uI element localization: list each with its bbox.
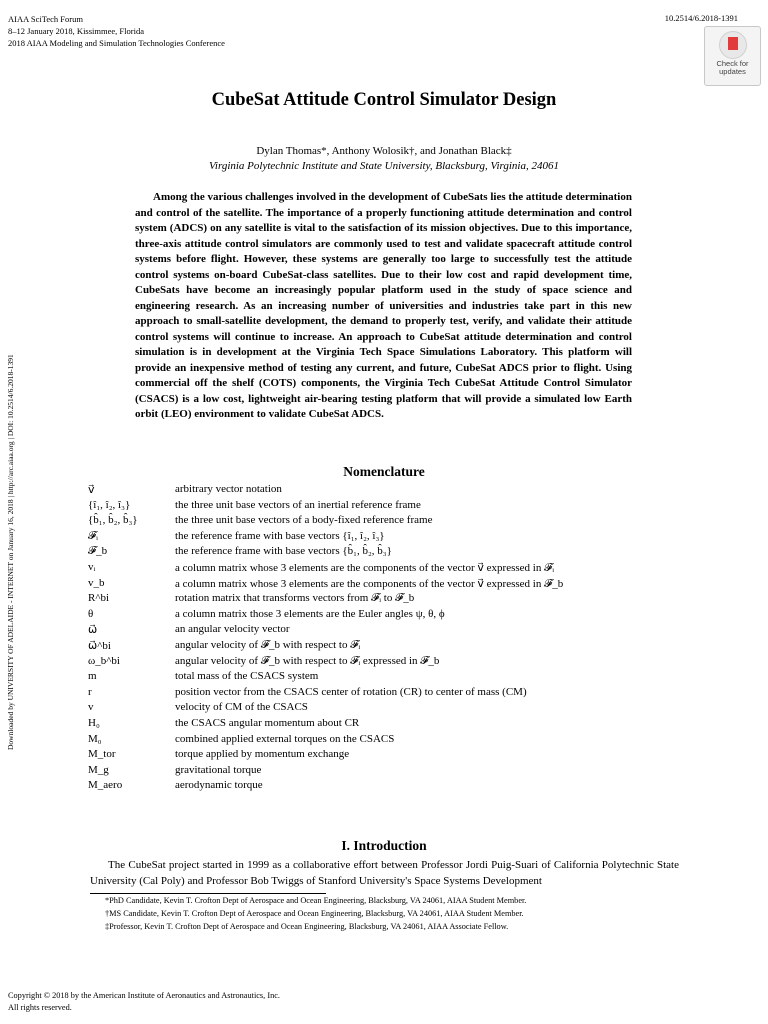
nomenclature-definition: the CSACS angular momentum about CR [175, 717, 360, 729]
copyright-line: Copyright © 2018 by the American Institute of Aeronautics and Astronautics, Inc. [8, 991, 280, 1000]
check-for-updates-badge[interactable] [704, 26, 761, 86]
nomenclature-row [88, 733, 688, 747]
nomenclature-row [88, 639, 688, 653]
nomenclature-definition: the three unit base vectors of an inertial reference frame [175, 498, 421, 511]
footnote-1: *PhD Candidate, Kevin T. Crofton Dept of Aerospace and Ocean Engineering, Blacksburg, VA 24061, AIAA Student Member. [105, 896, 527, 905]
download-sidebar-text: Downloaded by UNIVERSITY OF ADELAIDE - INTERNET on January 16, 2018 | http://arc.aiaa.org | DOI: 10.2514/6.2018-1391 [6, 354, 15, 750]
nomenclature-definition: angular velocity of 𝓕_b with respect to 𝓕ᵢ expressed in 𝓕_b [175, 654, 440, 667]
copyright-notice [8, 990, 280, 1014]
nomenclature-row [88, 764, 688, 778]
conference-dates: 8–12 January 2018, Kissimmee, Florida [8, 26, 144, 36]
introduction-paragraph: The CubeSat project started in 1999 as a collaborative effort between Professor Jordi Puig-Suari of California Polytechnic State University (Cal Poly) and Professor Bob Twiggs of Stanford University's Space Systems Development [90, 859, 679, 887]
nomenclature-symbol: ω⃗^bi [88, 640, 111, 652]
nomenclature-row [88, 608, 688, 622]
nomenclature-row [88, 670, 688, 684]
author-list: Dylan Thomas*, Anthony Wolosik†, and Jonathan Black‡ [256, 145, 512, 157]
nomenclature-symbol: v [88, 701, 94, 714]
nomenclature-row [88, 686, 688, 700]
nomenclature-row [88, 499, 688, 513]
nomenclature-symbol: v_b [88, 576, 105, 589]
introduction-heading: I. Introduction [341, 838, 427, 853]
nomenclature-definition: the reference frame with base vectors {b̂₁, b̂₂, b̂₃} [175, 545, 392, 558]
nomenclature-symbol: ω⃗ [88, 624, 98, 637]
nomenclature-symbol: 𝓕_b [88, 545, 108, 558]
nomenclature-symbol: R^bi [88, 592, 110, 605]
bookmark-icon [719, 31, 747, 59]
nomenclature-row [88, 577, 688, 591]
badge-label-line2: updates [719, 67, 746, 76]
nomenclature-symbol: M_tor [88, 748, 116, 761]
nomenclature-row [88, 701, 688, 715]
nomenclature-symbol: r [88, 685, 92, 698]
nomenclature-definition: the three unit base vectors of a body-fixed reference frame [175, 514, 433, 527]
nomenclature-symbol: M_aero [88, 779, 123, 792]
badge-label-line1: Check for [716, 59, 749, 68]
conference-subtitle: 2018 AIAA Modeling and Simulation Technologies Conference [8, 38, 225, 48]
affiliation: Virginia Polytechnic Institute and State University, Blacksburg, Virginia, 24061 [208, 160, 559, 172]
nomenclature-definition: a column matrix those 3 elements are the Euler angles ψ, θ, ϕ [175, 607, 445, 620]
nomenclature-row [88, 530, 688, 544]
conference-header [8, 13, 225, 49]
nomenclature-definition: combined applied external torques on the CSACS [175, 732, 395, 745]
footnote-divider [90, 893, 326, 894]
footnote-3: ‡Professor, Kevin T. Crofton Dept of Aerospace and Ocean Engineering, Blacksburg, VA 24061, AIAA Associate Fellow. [105, 922, 509, 931]
nomenclature-row [88, 545, 688, 559]
nomenclature-symbol: θ [88, 607, 94, 620]
nomenclature-definition: aerodynamic torque [175, 779, 263, 792]
nomenclature-definition: a column matrix whose 3 elements are the components of the vector v⃗ expressed in 𝓕_b [175, 577, 564, 590]
nomenclature-row [88, 717, 688, 731]
nomenclature-row [88, 561, 688, 575]
nomenclature-symbol: v⃗ [88, 484, 95, 496]
nomenclature-definition: torque applied by momentum exchange [175, 748, 350, 761]
nomenclature-row [88, 592, 688, 606]
nomenclature-definition: gravitational torque [175, 763, 262, 776]
nomenclature-definition: arbitrary vector notation [175, 483, 282, 495]
abstract: Among the various challenges involved in the development of CubeSats lies the attitude determination and control of the satellite. The importance of a properly functioning attitude determination and control system (ADCS) on any satellite is vital to the satisfaction of its mission objectives. Due to this importance, three-axis attitude control simulators are commonly used to test and validate spacecraft attitude control systems before flight. However, these systems are generally too large to successfully test the attitude control systems on-board CubeSat-class satellites. Due to their low cost and rapid development time, CubeSats have become an increasingly popular platform used in the study of space science and engineering research. As an increasing number of universities and industries take part in this new approach to small-satellite development, the demand to properly test, verify, and validate their attitude control systems will continue to increase. An approach to CubeSat attitude determination and control simulation is in development at the Virginia Tech Space Simulations Laboratory. This platform will provide an inexpensive method of testing any current, and future, CubeSat ADCS prior to flight. Using commercial off the shelf (COTS) components, the Virginia Tech CubeSat Attitude Control Simulator (CSACS) is a low cost, lightweight air-bearing testing platform that will provide a simulated low Earth orbit (LEO) environment to validate CubeSat ADCS. [135, 191, 632, 420]
nomenclature-heading: Nomenclature [343, 464, 425, 479]
nomenclature-symbol: M₀ [88, 732, 102, 745]
nomenclature-definition: angular velocity of 𝓕_b with respect to 𝓕ᵢ [175, 639, 361, 651]
nomenclature-row [88, 623, 688, 637]
nomenclature-row [88, 779, 688, 793]
nomenclature-row [88, 483, 688, 497]
nomenclature-definition: position vector from the CSACS center of rotation (CR) to center of mass (CM) [175, 685, 527, 698]
nomenclature-definition: the reference frame with base vectors {î₁, î₂, î₃} [175, 529, 385, 542]
nomenclature-definition: velocity of CM of the CSACS [175, 701, 308, 714]
nomenclature-definition: an angular velocity vector [175, 623, 290, 636]
footnote-2: †MS Candidate, Kevin T. Crofton Dept of Aerospace and Ocean Engineering, Blacksburg, VA 24061, AIAA Student Member. [105, 909, 524, 918]
nomenclature-symbol: ω_b^bi [88, 654, 120, 667]
nomenclature-row [88, 514, 688, 528]
doi-label[interactable]: 10.2514/6.2018-1391 [664, 13, 738, 23]
nomenclature-definition: total mass of the CSACS system [175, 670, 319, 683]
nomenclature-row [88, 655, 688, 669]
nomenclature-symbol: M_g [88, 763, 109, 776]
nomenclature-definition: a column matrix whose 3 elements are the components of the vector v⃗ expressed in 𝓕ᵢ [175, 562, 555, 574]
nomenclature-symbol: H₀ [88, 717, 100, 729]
nomenclature-row [88, 748, 688, 762]
nomenclature-symbol: m [88, 670, 97, 683]
rights-line: All rights reserved. [8, 1003, 72, 1012]
nomenclature-symbol: vᵢ [88, 561, 96, 573]
nomenclature-symbol: 𝓕ᵢ [88, 529, 98, 542]
conference-name: AIAA SciTech Forum [8, 14, 83, 24]
nomenclature-definition: rotation matrix that transforms vectors from 𝓕ᵢ to 𝓕_b [175, 592, 415, 605]
nomenclature-symbol: {b̂₁, b̂₂, b̂₃} [88, 514, 138, 527]
nomenclature-symbol: {î₁, î₂, î₃} [88, 498, 131, 511]
paper-title: CubeSat Attitude Control Simulator Design [211, 90, 557, 110]
